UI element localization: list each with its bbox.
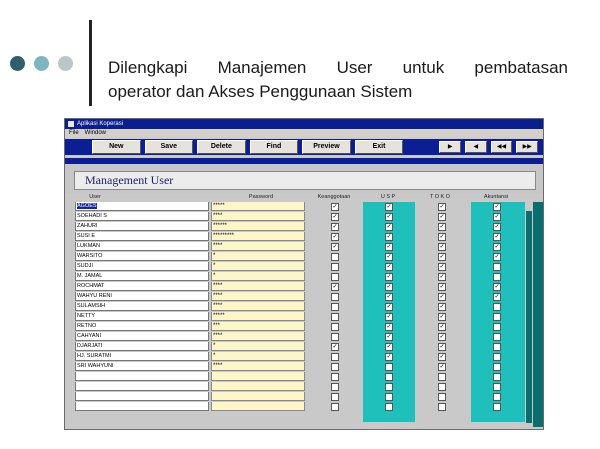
user-name-text: HJ. SURATMI <box>77 353 112 359</box>
password-cell[interactable] <box>211 382 305 391</box>
save-button[interactable]: Save <box>145 140 194 154</box>
checkbox-usp[interactable] <box>385 403 393 411</box>
user-grid <box>65 202 543 412</box>
user-name-cell[interactable] <box>75 282 209 291</box>
checkbox-toko[interactable]: ✓ <box>439 254 445 260</box>
checkbox-toko[interactable]: ✓ <box>439 354 445 360</box>
table-row[interactable] <box>65 212 543 222</box>
checkbox-usp[interactable]: ✓ <box>386 294 392 300</box>
password-cell[interactable]: * <box>211 352 305 361</box>
user-name-text: SRI WAHYUNI <box>77 363 114 369</box>
table-row[interactable] <box>65 232 543 242</box>
user-name-text: ZAHURI <box>77 223 98 229</box>
table-row[interactable] <box>65 262 543 272</box>
password-cell[interactable]: ***** <box>211 202 305 211</box>
user-name-text: SUDJI <box>77 263 93 269</box>
slide-title-line1: Dilengkapi Manajemen User untuk pembatasan <box>108 58 568 77</box>
checkbox-toko[interactable]: ✓ <box>439 344 445 350</box>
table-row[interactable] <box>65 352 543 362</box>
user-name-text: LUKMAN <box>77 243 100 249</box>
checkbox-keanggotaan[interactable]: ✓ <box>332 224 338 230</box>
user-name-cell[interactable] <box>75 212 209 221</box>
checkbox-usp[interactable]: ✓ <box>386 234 392 240</box>
checkbox-toko[interactable]: ✓ <box>439 314 445 320</box>
dot-light <box>58 56 73 71</box>
user-name-cell[interactable] <box>75 272 209 281</box>
user-name-cell[interactable] <box>75 232 209 241</box>
password-cell[interactable]: **** <box>211 242 305 251</box>
checkbox-usp[interactable]: ✓ <box>386 244 392 250</box>
table-row[interactable] <box>65 202 543 212</box>
checkbox-akuntansi[interactable] <box>493 383 501 391</box>
password-cell[interactable]: ****** <box>211 222 305 231</box>
dot-mid <box>34 56 49 71</box>
vertical-scrollbar[interactable] <box>526 211 532 423</box>
checkbox-usp[interactable] <box>385 383 393 391</box>
password-cell[interactable]: * <box>211 342 305 351</box>
user-name-text: SULAMSIH <box>77 303 106 309</box>
checkbox-keanggotaan[interactable]: ✓ <box>332 204 338 210</box>
next-record-button[interactable]: ▶ <box>439 141 461 153</box>
exit-button[interactable]: Exit <box>355 140 404 154</box>
checkbox-keanggotaan[interactable] <box>331 273 339 281</box>
table-row[interactable] <box>65 342 543 352</box>
checkbox-akuntansi[interactable] <box>493 303 501 311</box>
user-name-text: ROCHMAT <box>77 283 105 289</box>
checkbox-usp[interactable]: ✓ <box>386 204 392 210</box>
col-usp: U S P <box>380 194 396 200</box>
checkbox-akuntansi[interactable] <box>493 363 501 371</box>
right-panel-bar <box>533 202 543 427</box>
checkbox-keanggotaan[interactable] <box>331 353 339 361</box>
checkbox-usp[interactable]: ✓ <box>386 254 392 260</box>
toolbar <box>65 139 543 155</box>
checkbox-toko[interactable]: ✓ <box>439 324 445 330</box>
checkbox-keanggotaan[interactable] <box>331 293 339 301</box>
slide-title-line2: operator dan Akses Penggunaan Sistem <box>108 82 413 101</box>
checkbox-toko[interactable]: ✓ <box>439 274 445 280</box>
user-name-cell[interactable] <box>75 202 209 211</box>
checkbox-akuntansi[interactable] <box>493 403 501 411</box>
user-name-text: WARSITO <box>77 253 103 259</box>
col-user: User <box>89 194 101 200</box>
checkbox-akuntansi[interactable]: ✓ <box>494 224 500 230</box>
user-name-text: AGOES <box>77 203 97 209</box>
table-row[interactable] <box>65 372 543 382</box>
user-name-cell[interactable] <box>75 262 209 271</box>
checkbox-akuntansi[interactable] <box>493 323 501 331</box>
checkbox-toko[interactable]: ✓ <box>439 244 445 250</box>
password-cell[interactable]: * <box>211 272 305 281</box>
password-cell[interactable]: **** <box>211 362 305 371</box>
section-header <box>65 164 543 193</box>
checkbox-usp[interactable]: ✓ <box>386 274 392 280</box>
password-cell[interactable]: **** <box>211 212 305 221</box>
user-name-cell[interactable] <box>75 332 209 341</box>
user-name-cell[interactable] <box>75 222 209 231</box>
checkbox-keanggotaan[interactable] <box>331 333 339 341</box>
checkbox-akuntansi[interactable] <box>493 263 501 271</box>
checkbox-keanggotaan[interactable] <box>331 403 339 411</box>
user-name-text: NETTY <box>77 313 96 319</box>
checkbox-usp[interactable]: ✓ <box>386 284 392 290</box>
checkbox-toko[interactable]: ✓ <box>439 294 445 300</box>
table-row[interactable] <box>65 402 543 412</box>
col-toko: T O K O <box>429 194 451 200</box>
checkbox-keanggotaan[interactable] <box>331 383 339 391</box>
checkbox-keanggotaan[interactable]: ✓ <box>332 284 338 290</box>
checkbox-keanggotaan[interactable] <box>331 263 339 271</box>
password-cell[interactable]: ***** <box>211 312 305 321</box>
col-keanggotaan: Keanggotaan <box>317 194 351 200</box>
menubar <box>65 129 543 138</box>
checkbox-akuntansi[interactable]: ✓ <box>494 294 500 300</box>
col-akuntansi: Akuntansi <box>483 194 509 200</box>
prev-record-button[interactable]: ◀ <box>465 141 487 153</box>
checkbox-toko[interactable]: ✓ <box>439 284 445 290</box>
password-cell[interactable] <box>211 372 305 381</box>
table-row[interactable] <box>65 362 543 372</box>
slide-bullet-dots <box>10 56 73 71</box>
preview-button[interactable]: Preview <box>302 140 351 154</box>
password-cell[interactable] <box>211 402 305 411</box>
user-name-cell[interactable] <box>75 302 209 311</box>
checkbox-keanggotaan[interactable] <box>331 363 339 371</box>
user-name-text: M. JAMAL <box>77 273 103 279</box>
checkbox-toko[interactable] <box>438 403 446 411</box>
checkbox-keanggotaan[interactable]: ✓ <box>332 244 338 250</box>
user-name-cell[interactable] <box>75 252 209 261</box>
checkbox-usp[interactable]: ✓ <box>386 324 392 330</box>
table-row[interactable] <box>65 222 543 232</box>
checkbox-usp[interactable] <box>385 373 393 381</box>
user-name-cell[interactable] <box>75 342 209 351</box>
checkbox-usp[interactable]: ✓ <box>386 264 392 270</box>
user-name-cell[interactable] <box>75 382 209 391</box>
user-name-cell[interactable] <box>75 322 209 331</box>
checkbox-toko[interactable]: ✓ <box>439 334 445 340</box>
checkbox-keanggotaan[interactable] <box>331 313 339 321</box>
user-name-text: RETNO <box>77 323 97 329</box>
checkbox-toko[interactable]: ✓ <box>439 214 445 220</box>
user-name-cell[interactable] <box>75 392 209 401</box>
checkbox-usp[interactable]: ✓ <box>386 314 392 320</box>
checkbox-akuntansi[interactable] <box>493 393 501 401</box>
checkbox-akuntansi[interactable]: ✓ <box>494 254 500 260</box>
table-row[interactable] <box>65 392 543 402</box>
grid-header <box>65 193 543 202</box>
table-row[interactable] <box>65 312 543 322</box>
user-name-text: SOEHADI S <box>77 213 107 219</box>
dot-dark <box>10 56 25 71</box>
section-title: Management User <box>85 173 174 187</box>
checkbox-toko[interactable] <box>438 373 446 381</box>
checkbox-keanggotaan[interactable] <box>331 303 339 311</box>
checkbox-keanggotaan[interactable] <box>331 373 339 381</box>
checkbox-akuntansi[interactable]: ✓ <box>494 284 500 290</box>
table-row[interactable] <box>65 322 543 332</box>
table-row[interactable] <box>65 332 543 342</box>
user-name-cell[interactable] <box>75 352 209 361</box>
checkbox-toko[interactable]: ✓ <box>439 304 445 310</box>
checkbox-usp[interactable]: ✓ <box>386 224 392 230</box>
password-cell[interactable]: **** <box>211 302 305 311</box>
checkbox-keanggotaan[interactable] <box>331 323 339 331</box>
col-password: Password <box>248 194 274 200</box>
checkbox-akuntansi[interactable] <box>493 343 501 351</box>
checkbox-akuntansi[interactable]: ✓ <box>494 234 500 240</box>
checkbox-toko[interactable]: ✓ <box>439 234 445 240</box>
checkbox-toko[interactable]: ✓ <box>439 224 445 230</box>
checkbox-akuntansi[interactable]: ✓ <box>494 244 500 250</box>
divider-line <box>89 20 92 106</box>
user-name-text: DJARJATI <box>77 343 103 349</box>
delete-button[interactable]: Delete <box>197 140 246 154</box>
app-window <box>64 118 544 430</box>
checkbox-toko[interactable]: ✓ <box>439 264 445 270</box>
first-record-button[interactable]: ◀◀ <box>491 141 513 153</box>
password-cell[interactable]: *** <box>211 322 305 331</box>
password-cell[interactable] <box>211 392 305 401</box>
user-name-text: CAHYANI <box>77 333 102 339</box>
password-cell[interactable]: * <box>211 262 305 271</box>
table-row[interactable] <box>65 292 543 302</box>
checkbox-toko[interactable]: ✓ <box>439 204 445 210</box>
table-row[interactable] <box>65 242 543 252</box>
user-name-cell[interactable] <box>75 372 209 381</box>
checkbox-usp[interactable]: ✓ <box>386 214 392 220</box>
checkbox-akuntansi[interactable] <box>493 373 501 381</box>
checkbox-akuntansi[interactable] <box>493 333 501 341</box>
checkbox-akuntansi[interactable]: ✓ <box>494 214 500 220</box>
slide-title <box>108 56 568 104</box>
checkbox-toko[interactable] <box>438 383 446 391</box>
find-button[interactable]: Find <box>250 140 299 154</box>
menu-window[interactable]: Window <box>84 130 107 136</box>
table-row[interactable] <box>65 302 543 312</box>
last-record-button[interactable]: ▶▶ <box>516 141 538 153</box>
window-title: Aplikasi Koperasi <box>77 121 124 127</box>
checkbox-toko[interactable]: ✓ <box>439 364 445 370</box>
menu-file[interactable]: File <box>69 130 79 136</box>
table-row[interactable] <box>65 382 543 392</box>
checkbox-keanggotaan[interactable]: ✓ <box>332 234 338 240</box>
checkbox-keanggotaan[interactable]: ✓ <box>332 344 338 350</box>
table-row[interactable] <box>65 252 543 262</box>
table-row[interactable] <box>65 282 543 292</box>
checkbox-usp[interactable]: ✓ <box>386 344 392 350</box>
password-cell[interactable]: **** <box>211 332 305 341</box>
checkbox-usp[interactable]: ✓ <box>386 354 392 360</box>
section-title-box <box>74 171 536 190</box>
user-name-cell[interactable] <box>75 362 209 371</box>
user-name-cell[interactable] <box>75 242 209 251</box>
new-button[interactable]: New <box>92 140 141 154</box>
password-cell[interactable]: * <box>211 252 305 261</box>
checkbox-akuntansi[interactable] <box>493 313 501 321</box>
checkbox-usp[interactable] <box>385 393 393 401</box>
checkbox-toko[interactable] <box>438 393 446 401</box>
checkbox-akuntansi[interactable]: ✓ <box>494 204 500 210</box>
checkbox-usp[interactable]: ✓ <box>386 334 392 340</box>
checkbox-keanggotaan[interactable] <box>331 393 339 401</box>
checkbox-keanggotaan[interactable] <box>331 253 339 261</box>
user-name-cell[interactable] <box>75 312 209 321</box>
user-name-cell[interactable] <box>75 402 209 411</box>
password-cell[interactable]: ********* <box>211 232 305 241</box>
password-cell[interactable]: **** <box>211 282 305 291</box>
window-titlebar <box>65 119 543 129</box>
checkbox-keanggotaan[interactable]: ✓ <box>332 214 338 220</box>
checkbox-usp[interactable] <box>385 363 393 371</box>
user-name-cell[interactable] <box>75 292 209 301</box>
user-name-text: WAHYU RENI <box>77 293 112 299</box>
checkbox-usp[interactable]: ✓ <box>386 304 392 310</box>
table-row[interactable] <box>65 272 543 282</box>
password-cell[interactable]: **** <box>211 292 305 301</box>
checkbox-akuntansi[interactable] <box>493 273 501 281</box>
checkbox-akuntansi[interactable] <box>493 353 501 361</box>
user-name-text: SUSI E <box>77 233 96 239</box>
app-icon <box>68 121 74 127</box>
